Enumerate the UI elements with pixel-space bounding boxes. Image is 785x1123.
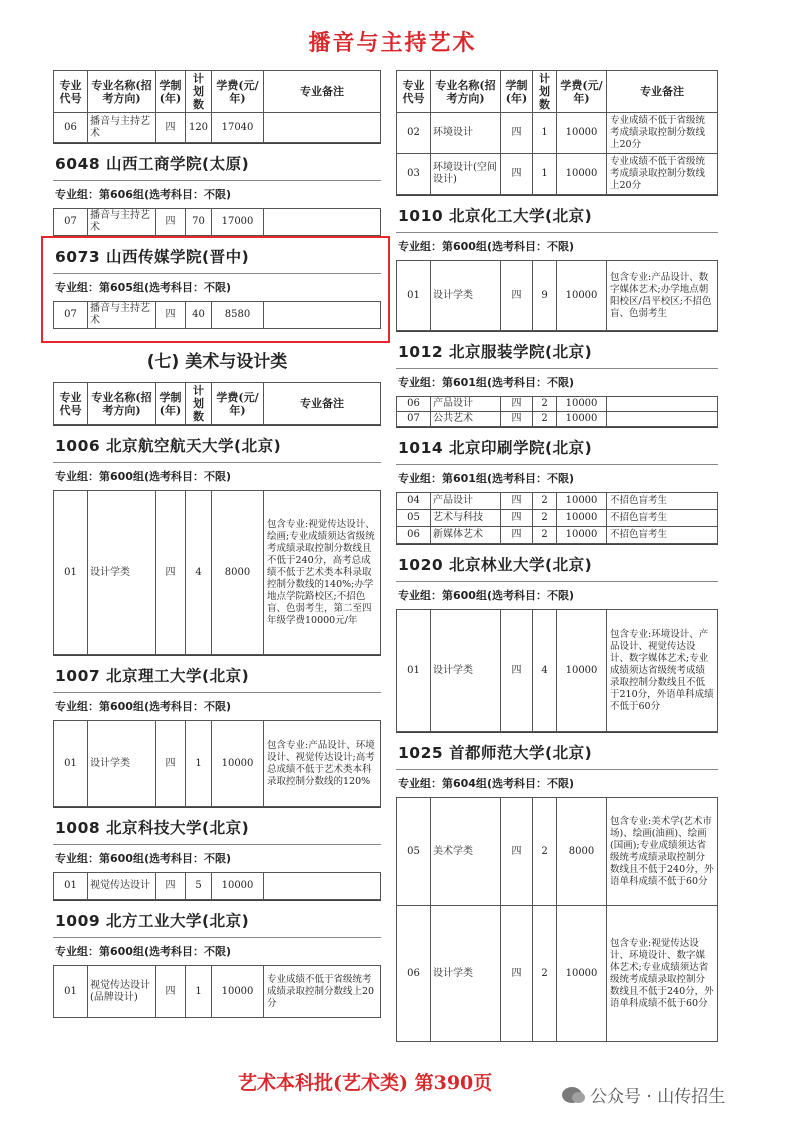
- major-table: [53, 872, 381, 900]
- major-table: [396, 797, 718, 1042]
- major-code: 01: [54, 966, 88, 1018]
- major-name: 播音与主持艺术: [88, 113, 156, 143]
- page-title: 播音与主持艺术: [308, 30, 477, 56]
- major-plan: 2: [533, 397, 557, 412]
- major-plan: 2: [533, 798, 557, 906]
- university-title: 1010 北京化工大学(北京): [396, 195, 718, 232]
- group-line: 专业组：第600组(选考科目：不限): [53, 692, 381, 720]
- major-fee: 8000: [212, 491, 264, 655]
- major-code: 06: [397, 397, 431, 412]
- major-code: 01: [397, 261, 431, 331]
- major-plan: 9: [533, 261, 557, 331]
- major-fee: 10000: [212, 721, 264, 807]
- major-table: [396, 492, 718, 544]
- major-fee: 10000: [557, 261, 607, 331]
- major-fee: 10000: [212, 966, 264, 1018]
- major-note: [607, 412, 718, 427]
- header-plan: 计划数: [186, 71, 212, 113]
- major-plan: 5: [186, 873, 212, 900]
- category-title: (七) 美术与设计类: [146, 352, 288, 372]
- header-fee: 学费(元/年): [212, 383, 264, 425]
- major-note: [264, 113, 381, 143]
- major-fee: 10000: [557, 397, 607, 412]
- table-row: [54, 209, 381, 236]
- major-plan: 2: [533, 412, 557, 427]
- university-title: 1012 北京服装学院(北京): [396, 331, 718, 368]
- major-name: 视觉传达设计: [88, 873, 156, 900]
- table-row: [397, 798, 718, 906]
- header-years: 学制(年): [156, 383, 186, 425]
- major-note: 专业成绩不低于省级统考成绩录取控制分数线上20分: [264, 966, 381, 1018]
- major-note: 不招色盲考生: [607, 510, 718, 527]
- major-name: 环境设计: [431, 113, 501, 154]
- major-years: 四: [501, 493, 533, 510]
- major-plan: 1: [533, 113, 557, 154]
- major-years: 四: [156, 302, 186, 329]
- major-fee: 10000: [557, 154, 607, 195]
- major-years: 四: [501, 510, 533, 527]
- major-years: 四: [156, 209, 186, 236]
- table-row: [397, 154, 718, 195]
- header-years: 学制(年): [501, 71, 533, 113]
- major-code: 07: [397, 412, 431, 427]
- major-plan: 70: [186, 209, 212, 236]
- university-title: 1020 北京林业大学(北京): [396, 544, 718, 581]
- major-code: 07: [54, 209, 88, 236]
- major-years: 四: [156, 873, 186, 900]
- major-fee: 10000: [557, 906, 607, 1042]
- major-note: [264, 873, 381, 900]
- major-note: 不招色盲考生: [607, 527, 718, 544]
- university-title: 1006 北京航空航天大学(北京): [53, 425, 381, 462]
- table-row: [54, 966, 381, 1018]
- major-name: 公共艺术: [431, 412, 501, 427]
- page-footer: 艺术本科批(艺术类) 第390页: [238, 1072, 493, 1094]
- major-plan: 1: [186, 721, 212, 807]
- table-row: [397, 412, 718, 427]
- major-years: 四: [156, 721, 186, 807]
- header-note: 专业备注: [264, 383, 381, 425]
- group-line: 专业组：第600组(选考科目：不限): [53, 937, 381, 965]
- major-name: 环境设计(空间设计): [431, 154, 501, 195]
- major-table: [53, 490, 381, 655]
- table-row: [54, 873, 381, 900]
- group-line: 专业组：第605组(选考科目：不限): [53, 273, 381, 301]
- left-column: [53, 70, 381, 1018]
- header-table: [53, 70, 381, 143]
- major-code: 05: [397, 510, 431, 527]
- major-plan: 2: [533, 510, 557, 527]
- major-years: 四: [501, 906, 533, 1042]
- table-row: [397, 510, 718, 527]
- major-code: 02: [397, 113, 431, 154]
- header-code: 专业代号: [397, 71, 431, 113]
- major-name: 设计学类: [88, 721, 156, 807]
- header-table: [53, 382, 381, 425]
- major-name: 设计学类: [431, 610, 501, 732]
- major-name: 新媒体艺术: [431, 527, 501, 544]
- table-row: [54, 491, 381, 655]
- group-line: 专业组：第600组(选考科目：不限): [53, 844, 381, 872]
- watermark: [562, 1082, 725, 1107]
- header-plan: 计划数: [533, 71, 557, 113]
- major-table: [396, 260, 718, 331]
- major-name: 美术学类: [431, 798, 501, 906]
- major-note: 专业成绩不低于省级统考成绩录取控制分数线上20分: [607, 113, 718, 154]
- watermark-text: 公众号 · 山传招生: [590, 1087, 726, 1107]
- major-table: [53, 208, 381, 236]
- university-title: 1009 北方工业大学(北京): [53, 900, 381, 937]
- university-title: 6048 山西工商学院(太原): [53, 143, 381, 180]
- major-note: [607, 397, 718, 412]
- major-years: 四: [156, 966, 186, 1018]
- header-row: [54, 71, 381, 113]
- major-code: 04: [397, 493, 431, 510]
- wechat-icon: [562, 1087, 582, 1103]
- major-name: 产品设计: [431, 397, 501, 412]
- major-code: 05: [397, 798, 431, 906]
- major-name: 视觉传达设计(品牌设计): [88, 966, 156, 1018]
- major-name: 设计学类: [431, 261, 501, 331]
- major-plan: 1: [533, 154, 557, 195]
- major-name: 设计学类: [88, 491, 156, 655]
- major-code: 01: [54, 491, 88, 655]
- header-fee: 学费(元/年): [557, 71, 607, 113]
- major-fee: 10000: [557, 510, 607, 527]
- header-fee: 学费(元/年): [212, 71, 264, 113]
- major-note: [264, 209, 381, 236]
- major-table: [396, 396, 718, 427]
- table-row: [397, 397, 718, 412]
- table-row: [397, 610, 718, 732]
- major-plan: 1: [186, 966, 212, 1018]
- major-note: 包含专业:产品设计、环境设计、视觉传达设计;高考总成绩不低于艺术类本科录取控制分数线的120%: [264, 721, 381, 807]
- table-row: [54, 721, 381, 807]
- group-line: 专业组：第604组(选考科目：不限): [396, 769, 718, 797]
- major-fee: 17040: [212, 113, 264, 143]
- header-name: 专业名称(招考方向): [88, 71, 156, 113]
- major-years: 四: [501, 154, 533, 195]
- major-plan: 4: [186, 491, 212, 655]
- university-title: 1008 北京科技大学(北京): [53, 807, 381, 844]
- major-code: 06: [397, 906, 431, 1042]
- major-note: 包含专业:视觉传达设计、环境设计、数字媒体艺术;专业成绩须达省级统考成绩录取控制分数线且不低于240分，外语单科成绩不低于60分: [607, 906, 718, 1042]
- university-title: 6073 山西传媒学院(晋中): [53, 236, 381, 273]
- major-plan: 120: [186, 113, 212, 143]
- major-years: 四: [501, 610, 533, 732]
- group-line: 专业组：第600组(选考科目：不限): [396, 581, 718, 609]
- major-years: 四: [156, 113, 186, 143]
- major-fee: 10000: [212, 873, 264, 900]
- table-row: [397, 527, 718, 544]
- major-years: 四: [501, 261, 533, 331]
- major-name: 艺术与科技: [431, 510, 501, 527]
- major-years: 四: [501, 397, 533, 412]
- header-note: 专业备注: [607, 71, 718, 113]
- major-years: 四: [501, 113, 533, 154]
- major-code: 01: [54, 873, 88, 900]
- major-years: 四: [501, 798, 533, 906]
- university-title: 1007 北京理工大学(北京): [53, 655, 381, 692]
- major-table: [53, 965, 381, 1018]
- group-line: 专业组：第600组(选考科目：不限): [396, 232, 718, 260]
- major-code: 01: [397, 610, 431, 732]
- major-note: 包含专业:美术学(艺术市场)、绘画(油画)、绘画(国画);专业成绩须达省级统考成绩录取控制分数线且不低于240分，外语单科成绩不低于60分: [607, 798, 718, 906]
- group-line: 专业组：第601组(选考科目：不限): [396, 464, 718, 492]
- major-code: 07: [54, 302, 88, 329]
- header-code: 专业代号: [54, 71, 88, 113]
- major-fee: 10000: [557, 412, 607, 427]
- header-note: 专业备注: [264, 71, 381, 113]
- major-table: [53, 720, 381, 807]
- major-fee: 10000: [557, 493, 607, 510]
- major-code: 06: [54, 113, 88, 143]
- major-fee: 10000: [557, 113, 607, 154]
- header-name: 专业名称(招考方向): [431, 71, 501, 113]
- header-code: 专业代号: [54, 383, 88, 425]
- header-plan: 计划数: [186, 383, 212, 425]
- header-name: 专业名称(招考方向): [88, 383, 156, 425]
- table-row: [397, 113, 718, 154]
- header-years: 学制(年): [156, 71, 186, 113]
- major-fee: 8580: [212, 302, 264, 329]
- major-plan: 40: [186, 302, 212, 329]
- major-plan: 2: [533, 527, 557, 544]
- table-row: [54, 113, 381, 143]
- major-code: 03: [397, 154, 431, 195]
- major-name: 播音与主持艺术: [88, 302, 156, 329]
- major-fee: 10000: [557, 527, 607, 544]
- major-plan: 4: [533, 610, 557, 732]
- university-title: 1014 北京印刷学院(北京): [396, 427, 718, 464]
- highlight-box: [41, 236, 390, 343]
- major-name: 设计学类: [431, 906, 501, 1042]
- table-row: [397, 261, 718, 331]
- major-name: 产品设计: [431, 493, 501, 510]
- major-table: [396, 609, 718, 732]
- major-plan: 2: [533, 493, 557, 510]
- right-column: [396, 70, 718, 1042]
- table-row: [397, 906, 718, 1042]
- major-name: 播音与主持艺术: [88, 209, 156, 236]
- major-fee: 8000: [557, 798, 607, 906]
- major-note: 包含专业:视觉传达设计、绘画;专业成绩须达省级统考成绩录取控制分数线且不低于240分，高考总成绩不低于艺术类本科录取控制分数线的140%;办学地点学院路校区;不招色盲、色弱考生，第二至四年级学费10000元/年: [264, 491, 381, 655]
- major-note: 包含专业:环境设计、产品设计、视觉传达设计、数字媒体艺术;专业成绩须达省级统考成绩录取控制分数线且不低于210分，外语单科成绩不低于60分: [607, 610, 718, 732]
- major-plan: 2: [533, 906, 557, 1042]
- table-row: [397, 493, 718, 510]
- major-years: 四: [501, 527, 533, 544]
- major-years: 四: [501, 412, 533, 427]
- major-fee: 17000: [212, 209, 264, 236]
- group-line: 专业组：第606组(选考科目：不限): [53, 180, 381, 208]
- major-code: 01: [54, 721, 88, 807]
- header-row: [54, 383, 381, 425]
- group-line: 专业组：第601组(选考科目：不限): [396, 368, 718, 396]
- major-note: 包含专业:产品设计、数字媒体艺术;办学地点朝阳校区/昌平校区;不招色盲、色弱考生: [607, 261, 718, 331]
- group-line: 专业组：第600组(选考科目：不限): [53, 462, 381, 490]
- header-row: [397, 71, 718, 113]
- major-years: 四: [156, 491, 186, 655]
- major-note: 不招色盲考生: [607, 493, 718, 510]
- header-table: [396, 70, 718, 195]
- major-code: 06: [397, 527, 431, 544]
- university-title: 1025 首都师范大学(北京): [396, 732, 718, 769]
- major-note: 专业成绩不低于省级统考成绩录取控制分数线上20分: [607, 154, 718, 195]
- major-fee: 10000: [557, 610, 607, 732]
